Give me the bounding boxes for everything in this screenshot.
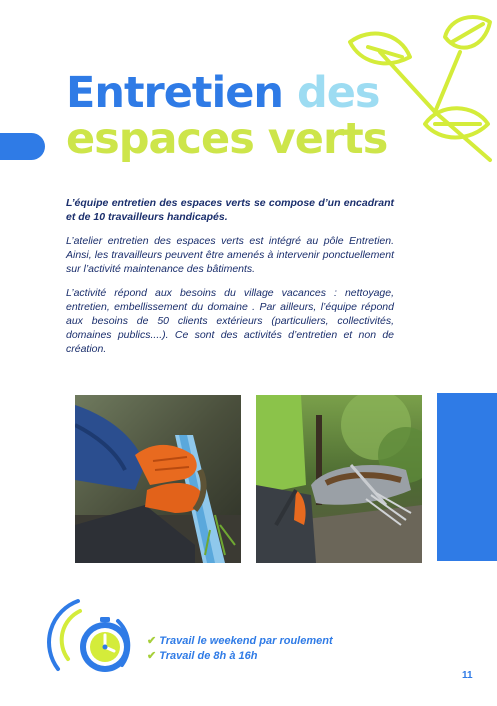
paragraph-2: L’activité répond aux besoins du village vacances : nettoyage, entretien, embellissement du domaine . Par ailleurs, l’équipe répond aux besoins de 50 clients extérieurs (particuliers, collectivités, domaines publics....). Ce sont des activités d’entretien et non de création.: [66, 287, 394, 355]
title-word-des: des: [296, 68, 380, 118]
title-line-espaces-verts: espaces verts: [66, 114, 388, 164]
paragraph-1: L’atelier entretien des espaces verts est intégré au pôle Entretien. Ainsi, les travailleurs peuvent être amenés à intervenir ponctuellement sur l’activité maintenance des bâtiments.: [66, 235, 394, 275]
photo-gloved-hands: [75, 395, 241, 563]
title-word-entretien: Entretien: [66, 68, 283, 118]
photo-wheelbarrow: [256, 395, 422, 563]
info-bullet-list: [147, 634, 333, 664]
bullet-text: Travail de 8h à 16h: [159, 650, 258, 662]
page-title: [66, 70, 387, 162]
list-item: [147, 634, 333, 649]
right-accent-tab: [437, 393, 497, 561]
check-icon: ✔: [147, 635, 157, 647]
clock-icon: [46, 595, 138, 685]
check-icon: ✔: [147, 650, 157, 662]
bullet-text: Travail le weekend par roulement: [159, 635, 333, 647]
intro-text: L’équipe entretien des espaces verts se compose d’un encadrant et de 10 travailleurs handicapés.: [66, 197, 394, 223]
list-item: [147, 649, 333, 664]
page-number: 11: [462, 670, 473, 681]
left-accent-tab: [0, 133, 45, 160]
